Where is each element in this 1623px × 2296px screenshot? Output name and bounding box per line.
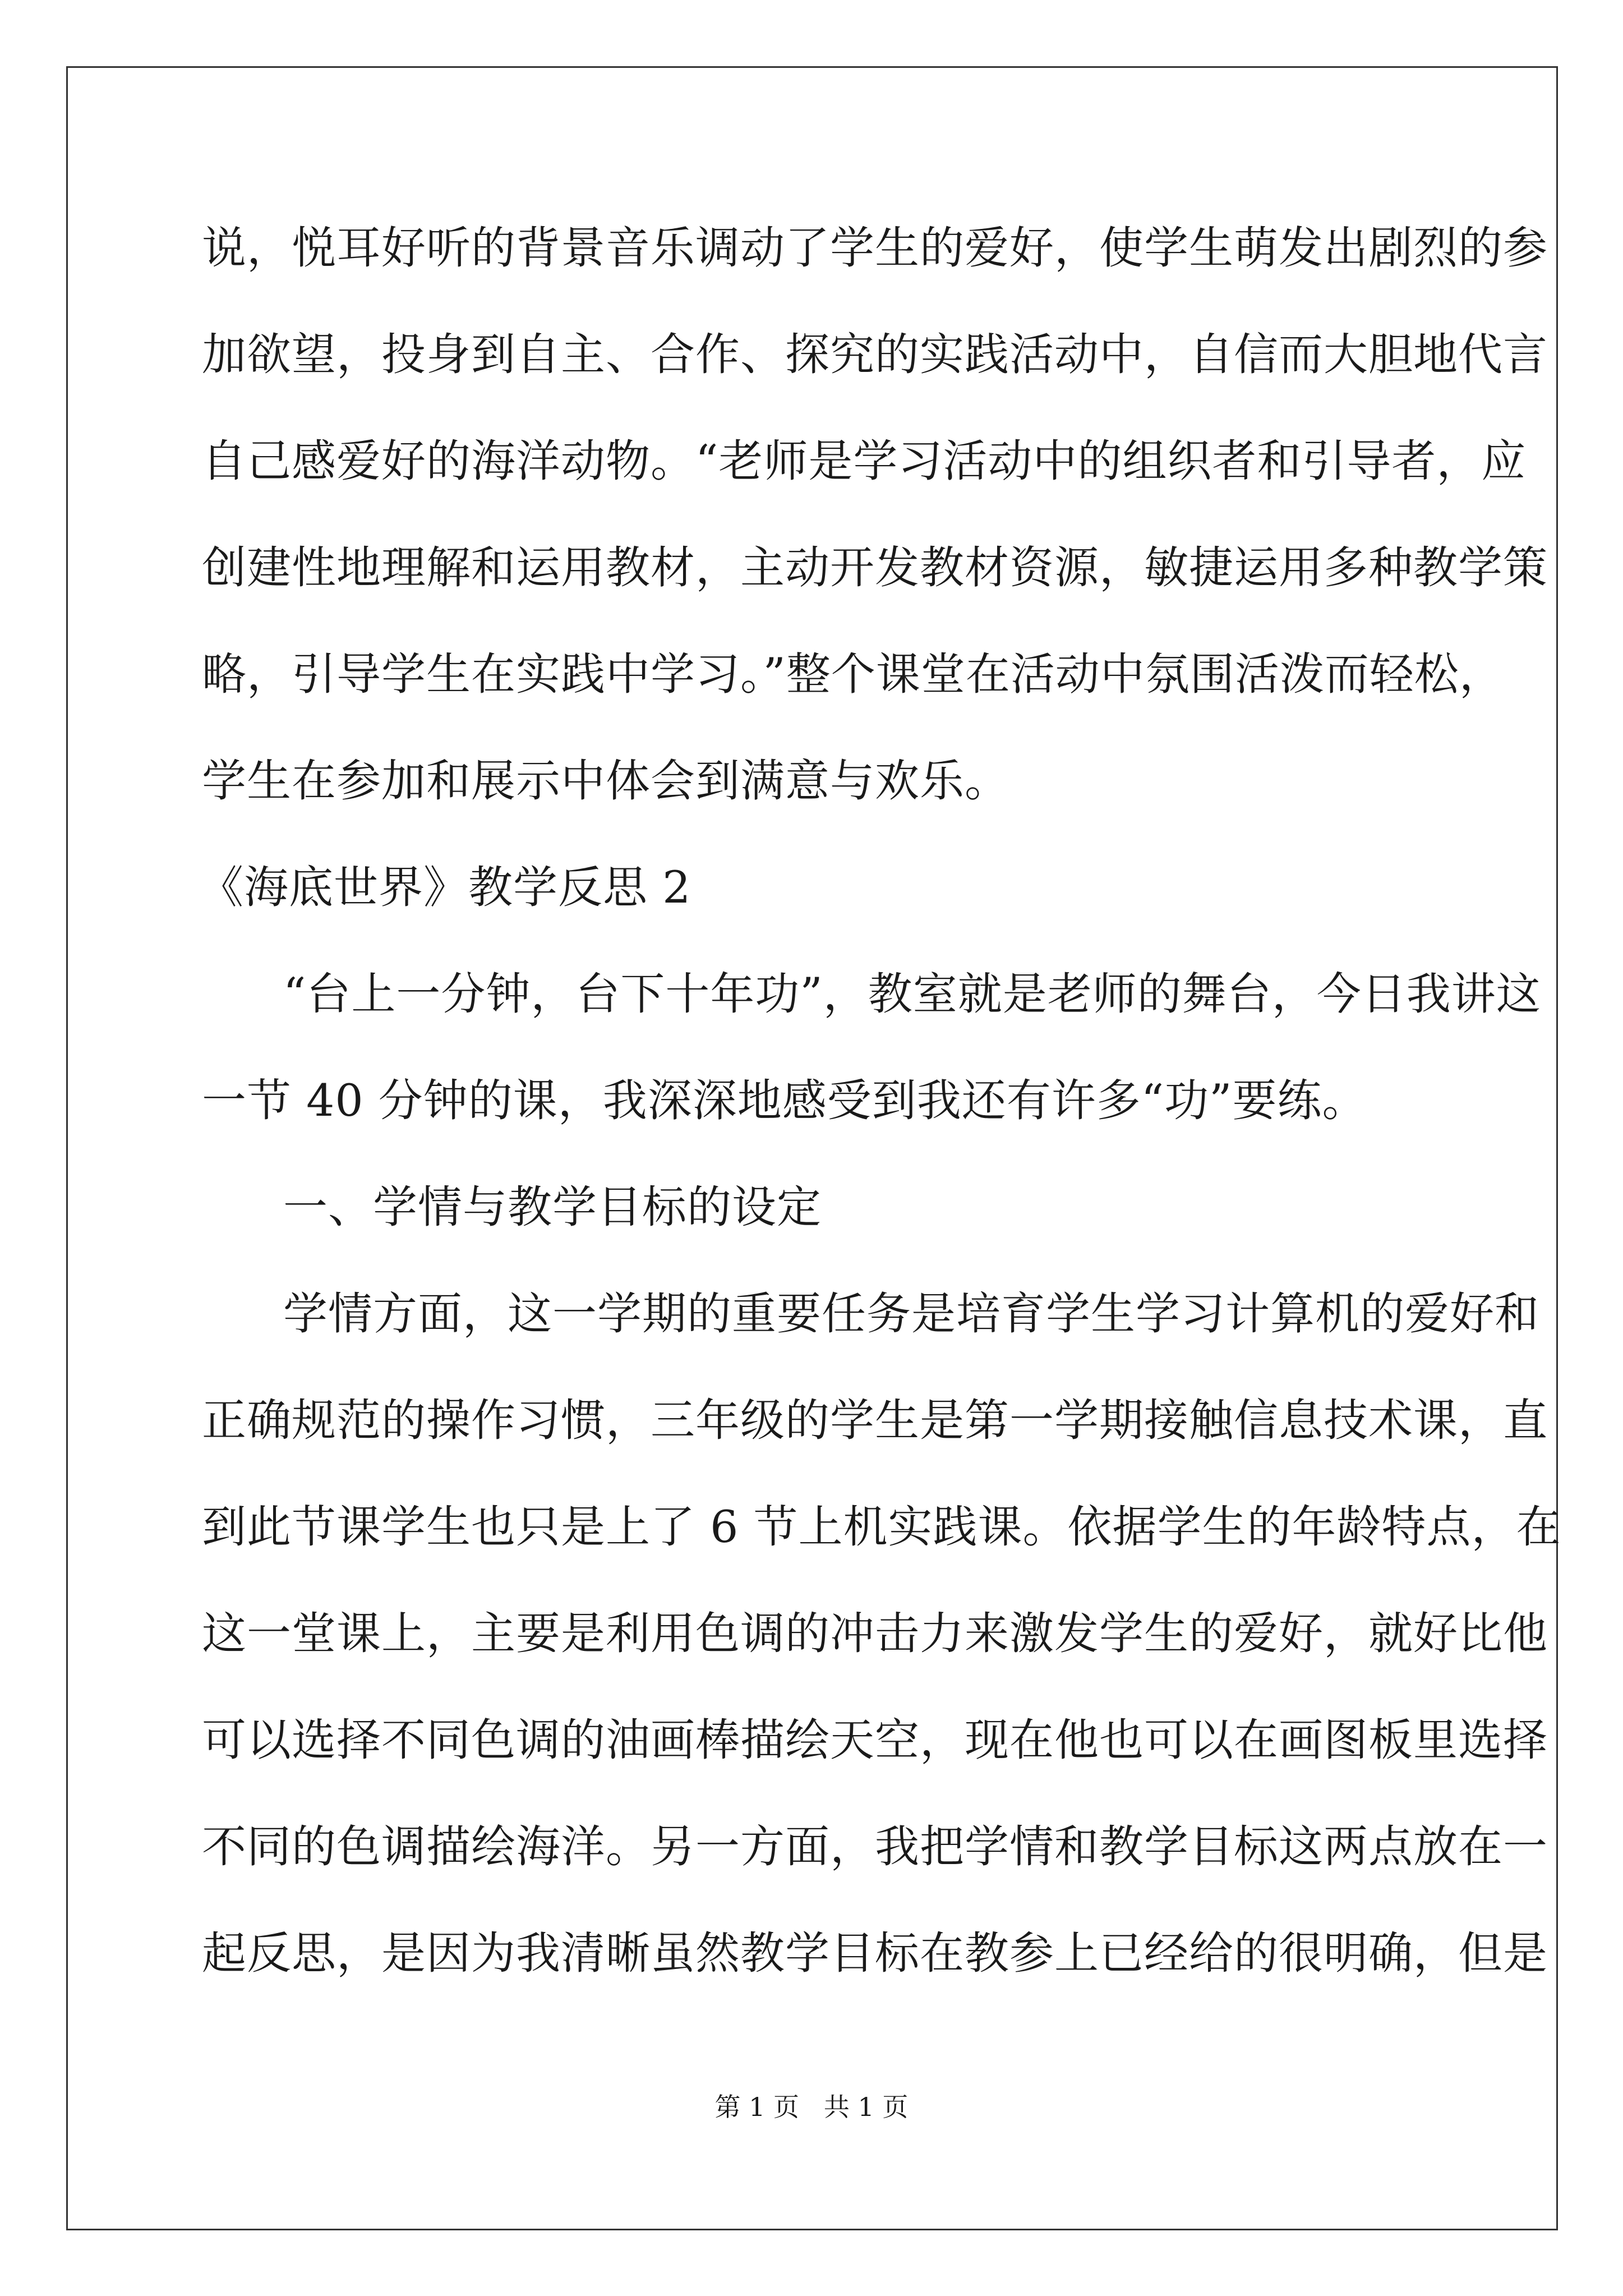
text-line: 正确规范的操作习惯，三年级的学生是第一学期接触信息技术课，直 xyxy=(202,1395,1548,1446)
text-line: 学情方面，这一学期的重要任务是培育学生学习计算机的爱好和 xyxy=(283,1288,1539,1340)
text-line: 略，引导学生在实践中学习。”整个课堂在活动中氛围活泼而轻松， xyxy=(202,648,1504,700)
text-line: 一节 40 分钟的课，我深深地感受到我还有许多“功”要练。 xyxy=(202,1075,1367,1126)
text-line: 自己感爱好的海洋动物。“老师是学习活动中的组织者和引导者，应 xyxy=(202,435,1527,487)
text-line: 学生在参加和展示中体会到满意与欢乐。 xyxy=(202,755,1009,807)
subheading: 一、学情与教学目标的设定 xyxy=(283,1181,822,1233)
section-title: 《海底世界》教学反思 2 xyxy=(199,862,691,913)
text-line: 加欲望，投身到自主、合作、探究的实践活动中，自信而大胆地代言 xyxy=(202,329,1548,380)
text-line: “台上一分钟，台下十年功”，教室就是老师的舞台，今日我讲这 xyxy=(283,968,1541,1020)
text-line: 创建性地理解和运用教材，主动开发教材资源，敏捷运用多种教学策 xyxy=(202,542,1548,593)
text-line: 不同的色调描绘海洋。另一方面，我把学情和教学目标这两点放在一 xyxy=(202,1821,1548,1872)
page-footer: 第 1 页 共 1 页 xyxy=(714,2092,909,2122)
text-line: 这一堂课上，主要是利用色调的冲击力来激发学生的爱好，就好比他 xyxy=(202,1608,1548,1659)
text-line: 说，悦耳好听的背景音乐调动了学生的爱好，使学生萌发出剧烈的参 xyxy=(202,222,1548,274)
text-line: 起反思，是因为我清晰虽然教学目标在教参上已经给的很明确，但是 xyxy=(202,1927,1548,1979)
text-line: 可以选择不同色调的油画棒描绘天空，现在他也可以在画图板里选择 xyxy=(202,1714,1548,1766)
page-border xyxy=(66,66,1561,2230)
text-line: 到此节课学生也只是上了 6 节上机实践课。依据学生的年龄特点，在 xyxy=(202,1501,1561,1553)
